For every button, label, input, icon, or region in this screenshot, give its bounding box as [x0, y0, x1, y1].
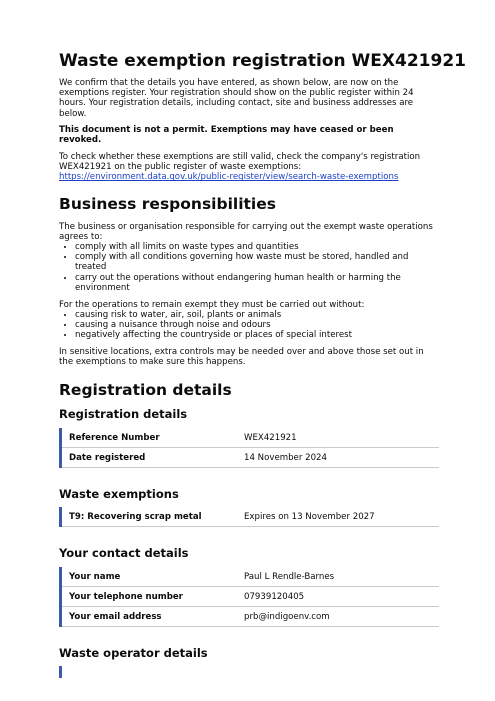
summary-key: Your email address [69, 611, 162, 622]
sensitive-paragraph: In sensitive locations, extra controls may be needed over and above those set out in the exemptions to make sure this happens. [59, 347, 424, 368]
list-item: • comply with all limits on waste types and quantities [75, 242, 437, 252]
summary-value: 07939120405 [244, 591, 305, 602]
summary-value: WEX421921 [244, 432, 297, 443]
summary-row-reference [62, 428, 439, 448]
summary-row-name [62, 567, 439, 587]
contact-heading: Your contact details [59, 546, 189, 560]
summary-key: Reference Number [69, 432, 160, 443]
summary-row-date [62, 448, 439, 468]
operator-summary [59, 666, 62, 678]
permit-notice: This document is not a permit. Exemptions may have ceased or been revoked. [59, 125, 394, 146]
summary-key: T9: Recovering scrap metal [69, 511, 202, 522]
operator-heading: Waste operator details [59, 646, 208, 660]
summary-value: 14 November 2024 [244, 452, 327, 463]
responsibilities-intro: The business or organisation responsible for carrying out the exempt waste operations agrees to: [59, 222, 433, 243]
summary-row-email [62, 607, 439, 627]
summary-value: prb@indigoenv.com [244, 611, 330, 622]
registration-summary [59, 428, 439, 468]
summary-row-telephone [62, 587, 439, 607]
exemptions-heading: Waste exemptions [59, 487, 179, 501]
check-paragraph [59, 152, 437, 183]
page-title: Waste exemption registration WEX421921 [59, 51, 466, 71]
intro-paragraph: We confirm that the details you have entered, as shown below, are now on the exemptions register. Your registration should show on the public register within 24 hours. Your registration details, including contact, site and business addresses are below. [59, 78, 414, 119]
exemptions-summary [59, 507, 439, 527]
responsibilities-list [59, 242, 437, 293]
responsibilities-heading: Business responsibilities [59, 195, 276, 213]
list-item: • causing risk to water, air, soil, plants or animals [75, 310, 437, 320]
registration-heading: Registration details [59, 381, 232, 399]
summary-key: Date registered [69, 452, 146, 463]
list-item: • carry out the operations without endangering human health or harming the environment [75, 273, 437, 293]
public-register-link[interactable]: https://environment.data.gov.uk/public-register/view/search-waste-exemptions [59, 172, 399, 183]
summary-key: Your name [69, 571, 121, 582]
summary-row-exemption [62, 507, 439, 527]
without-intro: For the operations to remain exempt they must be carried out without: [59, 300, 365, 310]
registration-subheading: Registration details [59, 407, 188, 421]
summary-value: Expires on 13 November 2027 [244, 511, 375, 522]
without-list [59, 310, 437, 341]
summary-key: Your telephone number [69, 591, 183, 602]
list-item: • comply with all conditions governing how waste must be stored, handled and treated [75, 252, 437, 272]
contact-summary [59, 567, 439, 627]
check-text: To check whether these exemptions are still valid, check the company's registration WEX421921 on the public register of waste exemptions: [59, 152, 421, 173]
list-item: • causing a nuisance through noise and odours [75, 320, 437, 330]
list-item: • negatively affecting the countryside or places of special interest [75, 330, 437, 340]
summary-value: Paul L Rendle-Barnes [244, 571, 335, 582]
